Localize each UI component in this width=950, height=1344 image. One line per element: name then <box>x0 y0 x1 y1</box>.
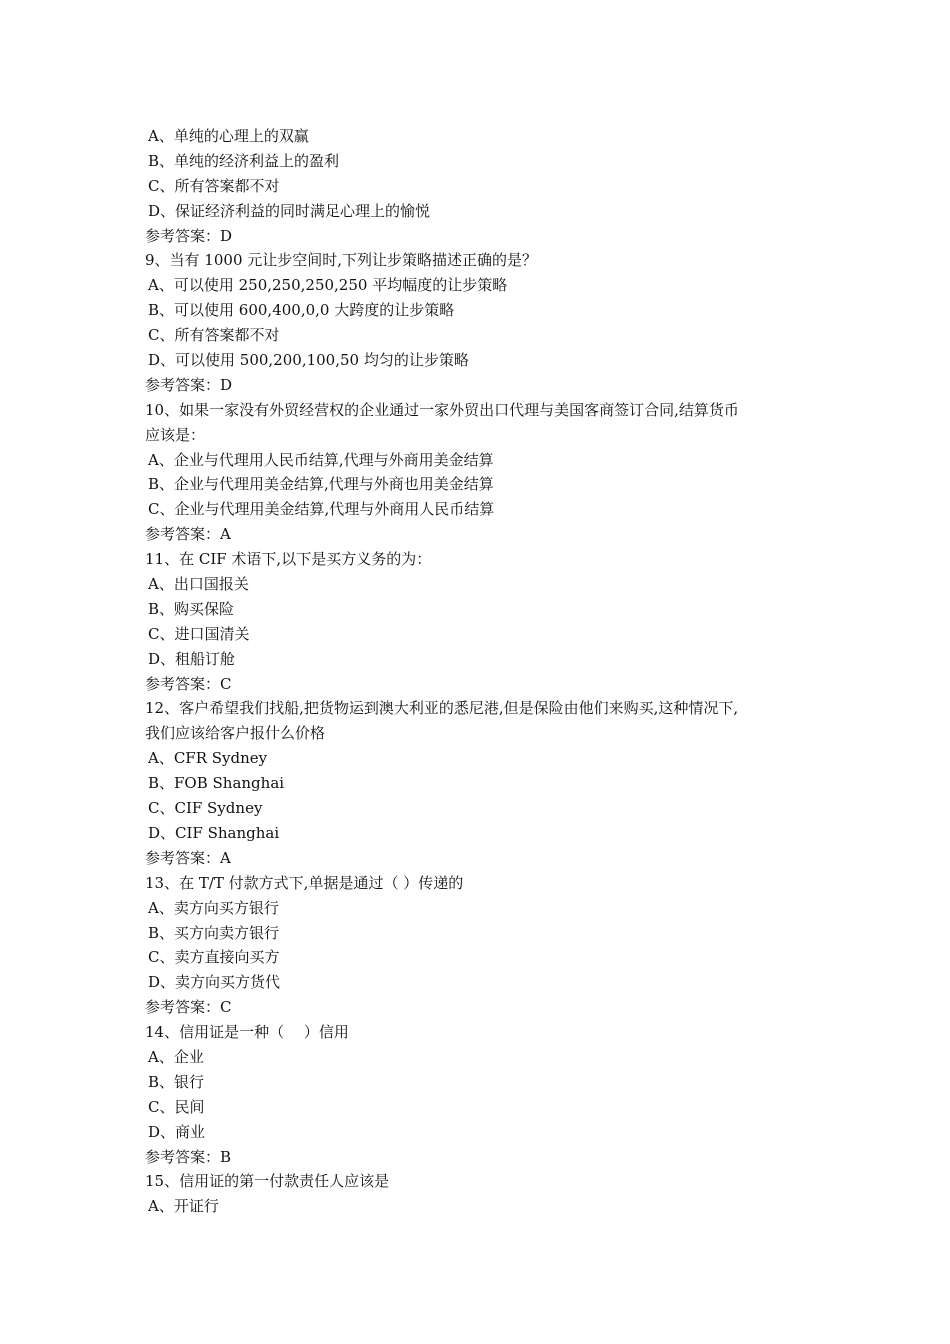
answer-option: D、可以使用 500,200,100,50 均匀的让步策略 <box>148 351 469 370</box>
answer-option: C、企业与代理用美金结算,代理与外商用人民币结算 <box>148 500 495 519</box>
question-text: 12、客户希望我们找船,把货物运到澳大利亚的悉尼港,但是保险由他们来购买,这种情况下, <box>145 699 739 718</box>
answer-option: C、所有答案都不对 <box>148 176 280 195</box>
question-text: 15、信用证的第一付款责任人应该是 <box>145 1172 390 1191</box>
question-text: 14、信用证是一种（ ）信用 <box>145 1023 349 1042</box>
reference-answer: 参考答案：A <box>145 525 231 544</box>
answer-option: B、买方向卖方银行 <box>148 923 280 942</box>
reference-answer: 参考答案：C <box>145 998 232 1017</box>
answer-option: A、企业 <box>148 1047 204 1066</box>
answer-option: C、民间 <box>148 1097 205 1116</box>
reference-answer: 参考答案：D <box>145 226 233 245</box>
answer-option: A、出口国报关 <box>148 575 249 594</box>
answer-option: D、商业 <box>148 1122 206 1141</box>
question-text: 9、当有 1000 元让步空间时,下列让步策略描述正确的是？ <box>145 251 538 270</box>
reference-answer: 参考答案：A <box>145 848 231 867</box>
reference-answer: 参考答案：B <box>145 1147 232 1166</box>
reference-answer: 参考答案：D <box>145 375 233 394</box>
answer-option: D、租船订舱 <box>148 649 236 668</box>
answer-option: C、所有答案都不对 <box>148 326 280 345</box>
answer-option: B、购买保险 <box>148 599 235 618</box>
answer-option: B、可以使用 600,400,0,0 大跨度的让步策略 <box>148 301 455 320</box>
answer-option: B、企业与代理用美金结算,代理与外商也用美金结算 <box>148 475 494 494</box>
answer-option: A、开证行 <box>148 1197 219 1216</box>
answer-option: D、卖方向买方货代 <box>148 973 281 992</box>
document-page <box>145 124 825 1219</box>
question-text: 13、在 T/T 付款方式下,单据是通过（ ）传递的 <box>145 873 464 892</box>
question-text: 10、如果一家没有外贸经营权的企业通过一家外贸出口代理与美国客商签订合同,结算货币 <box>145 400 739 419</box>
answer-option: A、单纯的心理上的双赢 <box>148 127 309 145</box>
question-text: 11、在 CIF 术语下,以下是买方义务的为： <box>145 550 432 569</box>
reference-answer: 参考答案：C <box>145 674 232 693</box>
answer-option: B、银行 <box>148 1072 205 1091</box>
answer-option: D、保证经济利益的同时满足心理上的愉悦 <box>148 201 431 220</box>
answer-option: A、卖方向买方银行 <box>148 898 279 917</box>
answer-option: C、进口国清关 <box>148 624 250 643</box>
answer-option: C、CIF Sydney <box>148 799 263 818</box>
question-text: 我们应该给客户报什么价格 <box>145 724 326 743</box>
answer-option: B、FOB Shanghai <box>148 774 285 793</box>
answer-option: D、CIF Shanghai <box>148 823 280 842</box>
question-text: 应该是： <box>145 425 206 444</box>
answer-option: B、单纯的经济利益上的盈利 <box>148 151 340 170</box>
answer-option: C、卖方直接向买方 <box>148 948 280 967</box>
answer-option: A、可以使用 250,250,250,250 平均幅度的让步策略 <box>148 276 508 295</box>
answer-option: A、CFR Sydney <box>148 749 268 768</box>
answer-option: A、企业与代理用人民币结算,代理与外商用美金结算 <box>148 450 494 469</box>
